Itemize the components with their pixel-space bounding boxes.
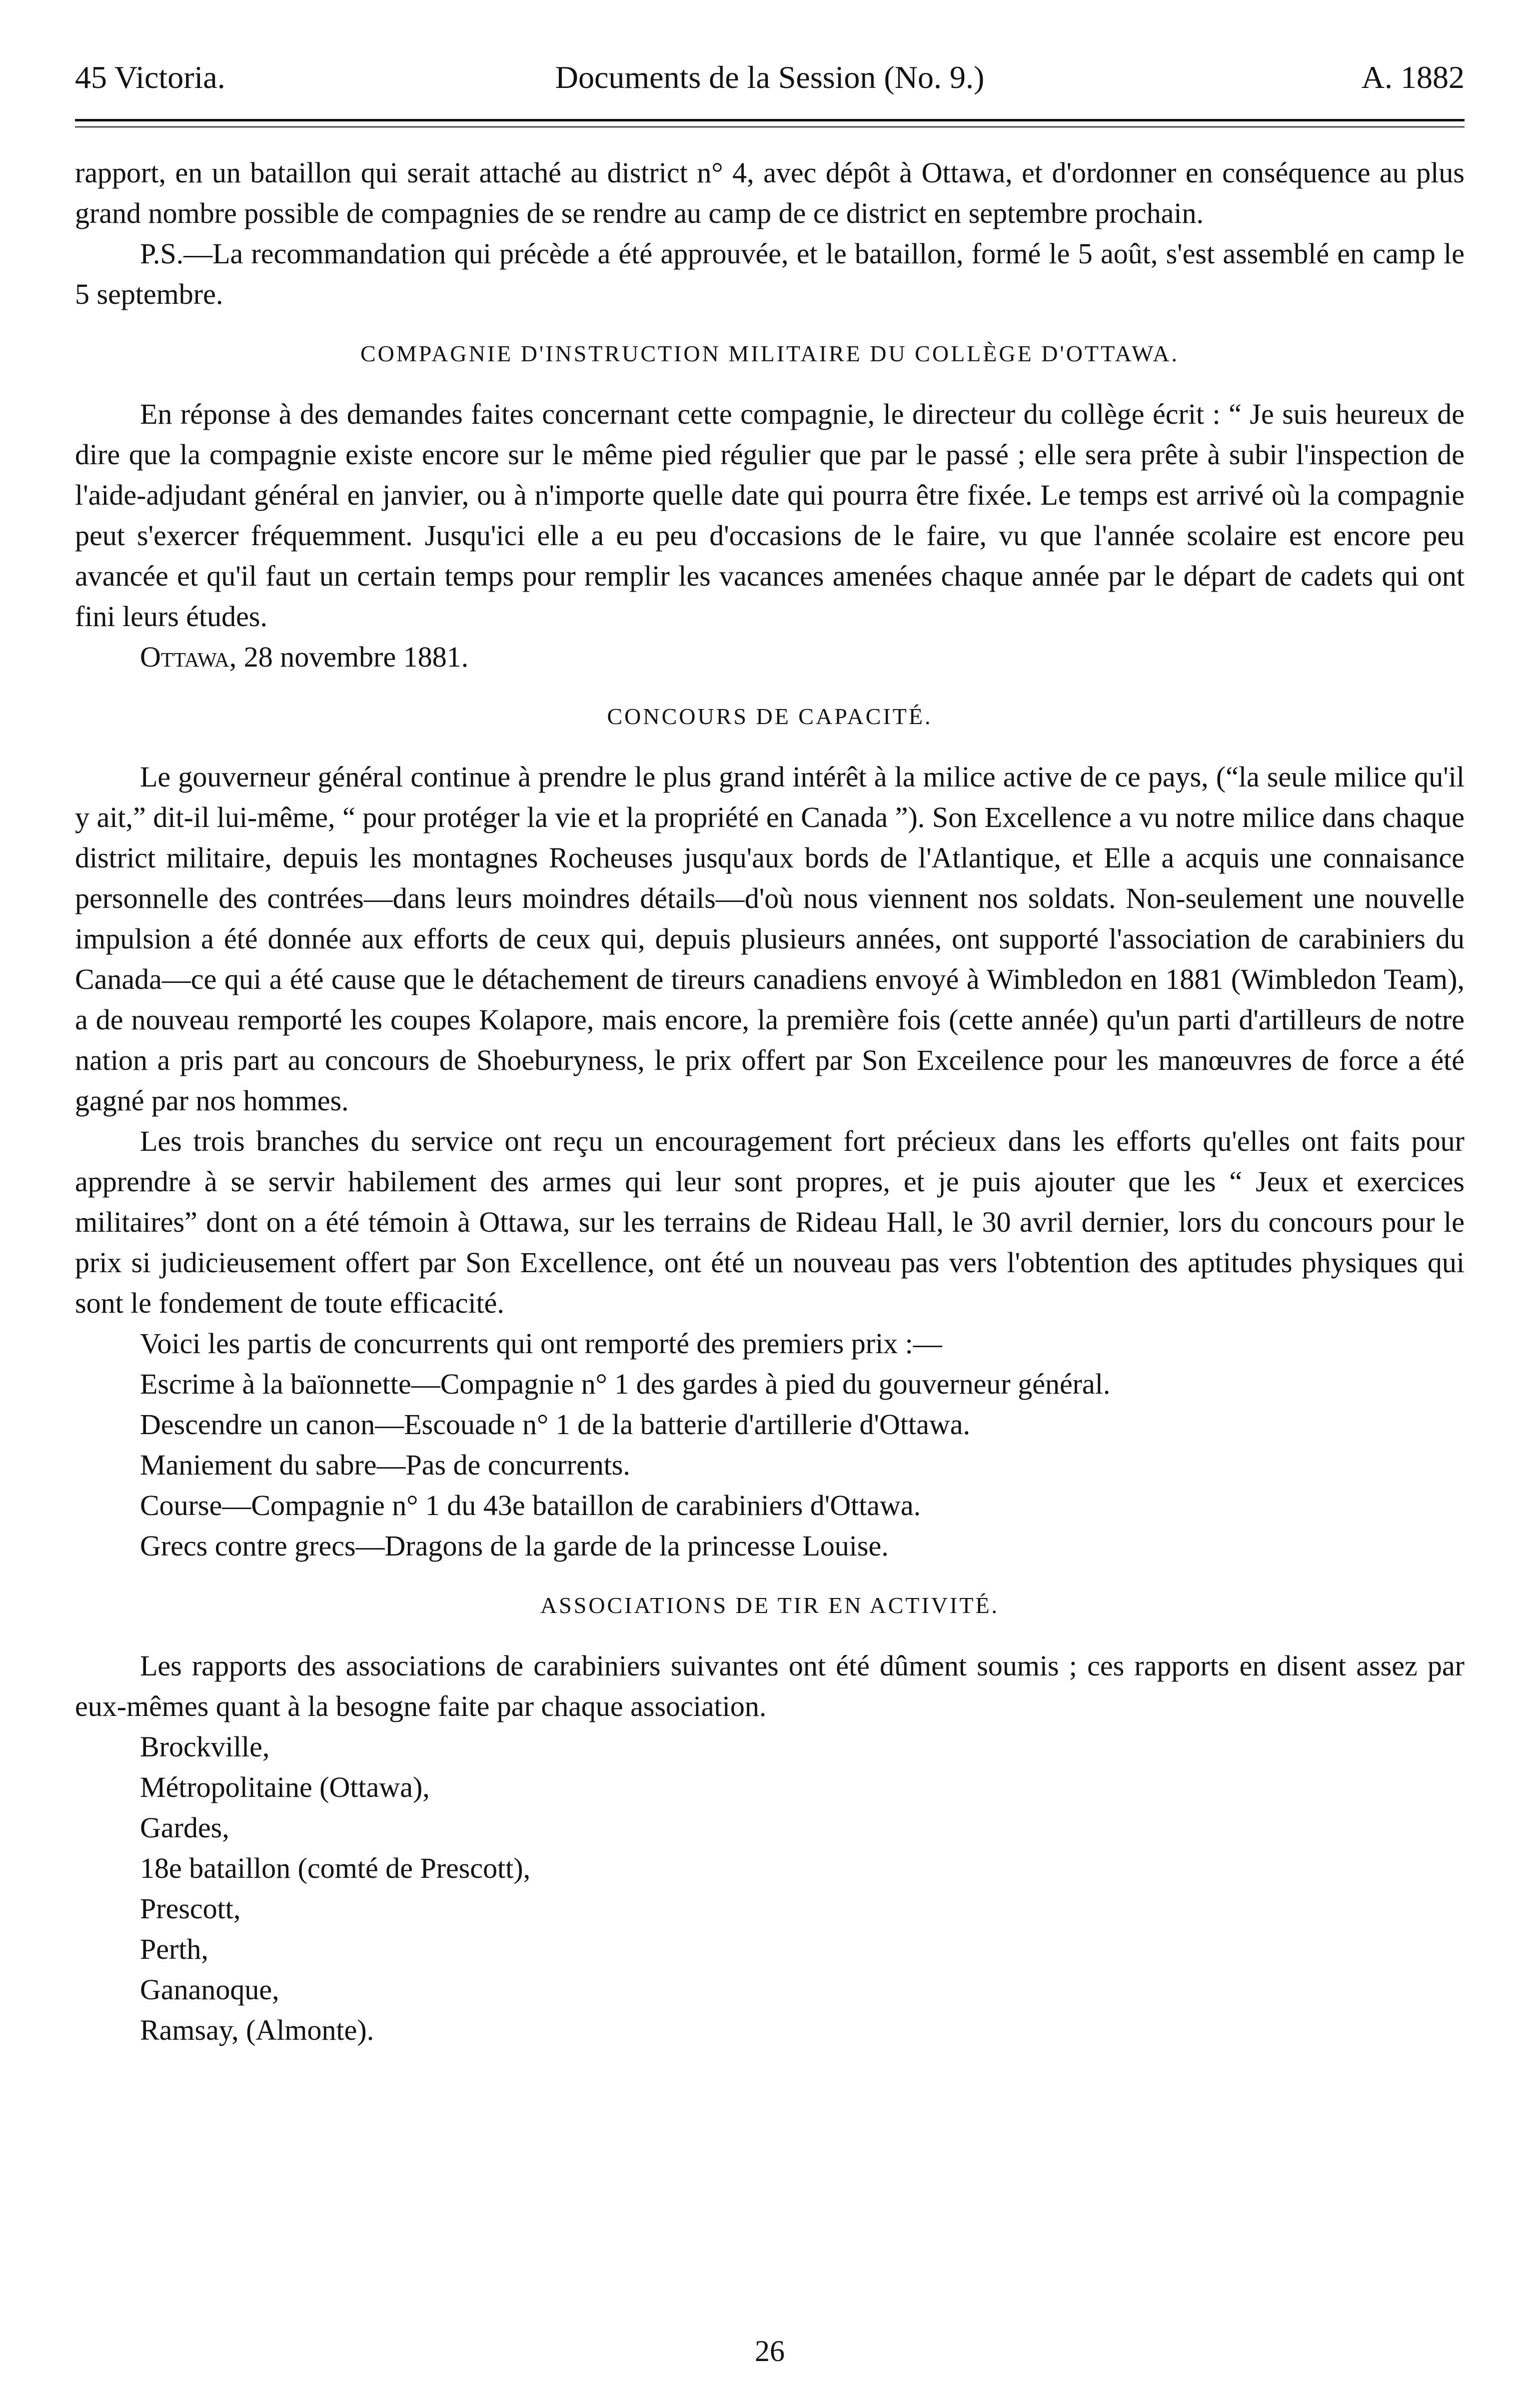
header-title: Documents de la Session (No. 9.) (555, 59, 985, 95)
section-heading: ASSOCIATIONS DE TIR EN ACTIVITÉ. (540, 1593, 1000, 1618)
page-number: 26 (755, 2335, 785, 2368)
paragraph: Maniement du sabre—Pas de concurrents. (140, 1449, 630, 1481)
list-item: Brockville, (140, 1730, 270, 1763)
paragraph: Grecs contre grecs—Dragons de la garde de la princesse Louise. (140, 1530, 889, 1562)
paragraph: Voici les partis de concurrents qui ont remporté des premiers prix :— (140, 1327, 942, 1360)
paragraph: P.S.—La recommandation qui précède a été approuvée, et le bataillon, formé le 5 août, s'est assemblé en camp le 5 septembre. (75, 237, 1465, 310)
list-item: Prescott, (140, 1892, 241, 1925)
paragraph: Course—Compagnie n° 1 du 43e bataillon de carabiniers d'Ottawa. (140, 1489, 921, 1522)
paragraph: Les trois branches du service ont reçu un encouragement fort précieux dans les efforts qu'elles ont faits pour apprendre à se servir habilement des armes qui leur sont propres, et je puis ajouter que les “ Jeux et exercices militaires” dont on a été témoin à Ottawa, sur les terrains de Rideau Hall, le 30 avril dernier, lors du concours pour le prix si judicieusement offert par Son Excellence, ont été un nouveau pas vers l'obtention des aptitudes physiques qui sont le fondement de toute efficacité. (75, 1125, 1465, 1319)
paragraph: Le gouverneur général continue à prendre le plus grand intérêt à la milice active de ce pays, (“la seule milice qu'il y ait,” dit-il lui-même, “ pour protéger la vie et la propriété en Canada ”). Son Excellence a vu notre milice dans chaque district militaire, depuis les montagnes Rocheuses jusqu'aux bords de l'Atlantique, et Elle a acquis une connaisance personnelle des contrées—dans leurs moindres détails—d'où nous viennent nos soldats. Non-seulement une nouvelle impulsion a été donnée aux efforts de ceux qui, depuis plusieurs années, ont supporté l'association de carabiniers du Canada—ce qui a été cause que le détachement de tireurs canadiens envoyé à Wimbledon en 1881 (Wimbledon Team), a de nouveau remporté les coupes Kolapore, mais encore, la première fois (cette année) qu'un parti d'artilleurs de notre nation a pris part au concours de Shoeburyness, le prix offert par Son Exceilence pour les manœuvres de force a été gagné par nos hommes. (75, 761, 1465, 1117)
running-header (75, 50, 1465, 105)
association-list (75, 1726, 1465, 2050)
list-item: Gananoque, (140, 1973, 279, 2006)
paragraph: rapport, en un bataillon qui serait attaché au district n° 4, avec dépôt à Ottawa, et d'ordonner en conséquence au plus grand nombre possible de compagnies de se rendre au camp de ce district en septembre prochain. (75, 156, 1465, 229)
header-right: A. 1882 (1361, 59, 1465, 95)
paragraph: Les rapports des associations de carabiniers suivantes ont été dûment soumis ; ces rapports en disent assez par eux-mêmes quant à la besogne faite par chaque association. (75, 1649, 1465, 1722)
paragraph: Escrime à la baïonnette—Compagnie n° 1 des gardes à pied du gouverneur général. (140, 1368, 1111, 1400)
document-body (75, 152, 1465, 2050)
list-item: Perth, (140, 1933, 208, 1965)
list-item: Métropolitaine (Ottawa), (140, 1771, 430, 1803)
paragraph: En réponse à des demandes faites concernant cette compagnie, le directeur du collège écrit : “ Je suis heureux de dire que la compagnie existe encore sur le même pied régulier que par le passé ; elle sera prête à subir l'inspection de l'aide-adjudant général en janvier, ou à n'importe quelle date qui pourra être fixée. Le temps est arrivé où la compagnie peut s'exercer fréquemment. Jusqu'ici elle a eu peu d'occasions de le faire, vu que l'année scolaire est encore peu avancée et qu'il faut un certain temps pour remplir les vacances amenées chaque année par le départ de cadets qui ont fini leurs études. (75, 398, 1465, 633)
list-item: Ramsay, (Almonte). (140, 2014, 374, 2046)
section-heading: CONCOURS DE CAPACITÉ. (607, 704, 933, 729)
section-heading: COMPAGNIE D'INSTRUCTION MILITAIRE DU COLLÈGE D'OTTAWA. (360, 341, 1180, 366)
paragraph: Descendre un canon—Escouade n° 1 de la batterie d'artillerie d'Ottawa. (140, 1408, 970, 1441)
header-left: 45 Victoria. (75, 59, 225, 95)
header-rule (75, 119, 1465, 127)
document-page (75, 50, 1465, 2389)
dateline-date: 28 novembre 1881. (243, 641, 469, 673)
dateline-place: Ottawa, (140, 641, 237, 673)
list-item: Gardes, (140, 1811, 229, 1844)
dateline (75, 637, 1465, 677)
list-item: 18e bataillon (comté de Prescott), (140, 1852, 531, 1884)
